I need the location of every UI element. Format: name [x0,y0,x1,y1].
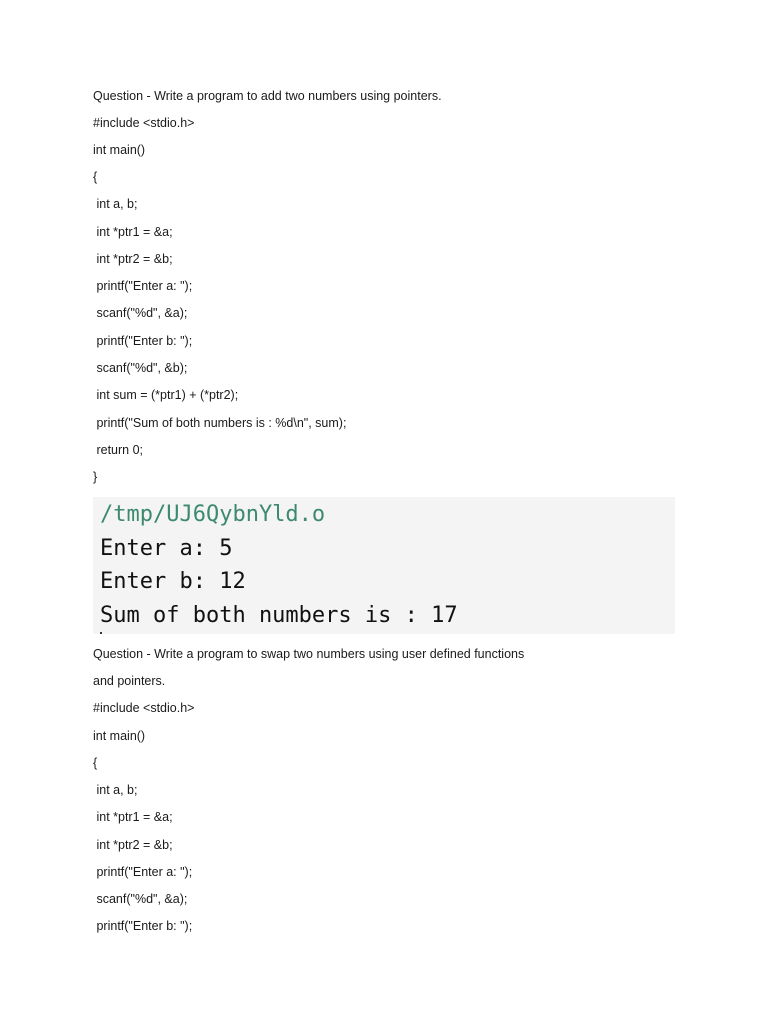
code-line: printf("Enter b: "); [93,919,193,933]
code-line: int sum = (*ptr1) + (*ptr2); [93,388,239,402]
code-line: int main() [93,143,146,157]
code-line: printf("Enter b: "); [93,334,193,348]
code-line: return 0; [93,443,144,457]
code-line: int *ptr1 = &a; [93,225,173,239]
code-line: printf("Enter a: "); [93,865,193,879]
code-line: int *ptr1 = &a; [93,810,173,824]
question-2: Question - Write a program to swap two numbers using user defined functions [93,647,525,661]
question-1: Question - Write a program to add two numbers using pointers. [93,89,442,103]
code-line: int a, b; [93,197,138,211]
code-line: int a, b; [93,783,138,797]
code-line: } [93,470,98,484]
code-line: scanf("%d", &b); [93,361,188,375]
code-line: { [93,170,98,184]
code-line: { [93,756,98,770]
output-line: Enter a: 5 [100,536,233,561]
question-2-cont: and pointers. [93,674,166,688]
output-line: Sum of both numbers is : 17 [100,603,458,628]
code-line: int *ptr2 = &b; [93,252,173,266]
code-line: scanf("%d", &a); [93,892,188,906]
code-line: int main() [93,729,146,743]
code-line: printf("Sum of both numbers is : %d\n", sum); [93,416,347,430]
code-line: scanf("%d", &a); [93,306,188,320]
code-line: printf("Enter a: "); [93,279,193,293]
stray-dot [100,632,102,634]
output-line: Enter b: 12 [100,569,246,594]
code-line: #include <stdio.h> [93,701,195,715]
code-line: #include <stdio.h> [93,116,195,130]
program-output [93,497,675,634]
code-line: int *ptr2 = &b; [93,838,173,852]
output-path: /tmp/UJ6QybnYld.o [100,502,326,527]
